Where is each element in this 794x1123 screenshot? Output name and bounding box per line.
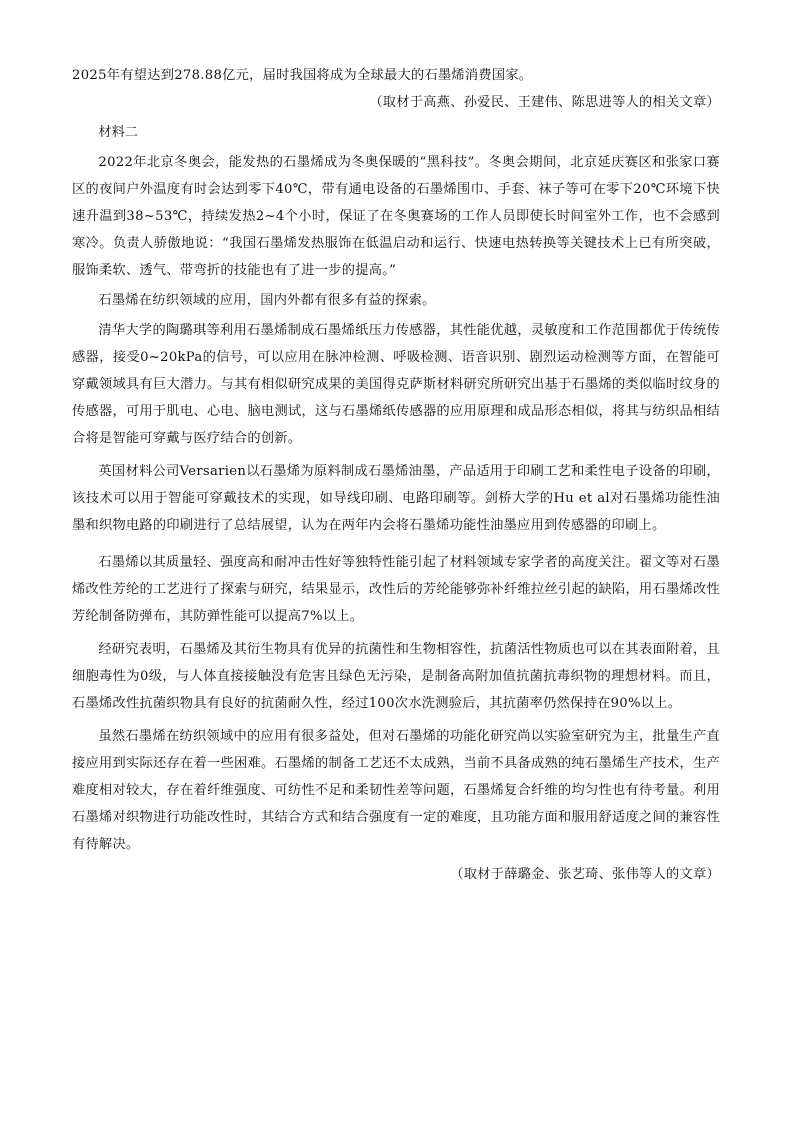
- continuation-paragraph: 2025年有望达到278.88亿元，届时我国将成为全球最大的石墨烯消费国家。: [72, 68, 533, 83]
- paragraph-winter-olympics: 2022年北京冬奥会，能发热的石墨烯成为冬奥保暖的“黑科技”。冬奥会期间，北京延庆赛区和张家口赛区的夜间户外温度有时会达到零下40℃，带有通电设备的石墨烯围巾、手套、袜子等可在零下20℃环境下快速升温到38~53℃，持续发热2~4个小时，保证了在冬奥赛场的工作人员即使长时间室外工作，也不会感到寒冷。负责人骄傲地说：“我国石墨烯发热服饰在低温启动和运行、快速电热转换等关键技术上已有所突破，服饰柔软、透气、带弯折的技能也有了进一步的提高。”: [72, 155, 720, 278]
- material-2-heading: 材料二: [98, 125, 138, 140]
- paragraph-pressure-sensor: 清华大学的陶璐琪等利用石墨烯制成石墨烯纸压力传感器，其性能优越，灵敏度和工作范围都优于传统传感器，接受0~20kPa的信号，可以应用在脉冲检测、呼吸检测、语音识别、剧烈运动检测等方面，在智能可穿戴领域具有巨大潜力。与其有相似研究成果的美国得克萨斯材料研究所研究出基于石墨烯的类似临时纹身的传感器，可用于肌电、心电、脑电测试，这与石墨烯纸传感器的应用原理和成品形态相似，将其与纺织品相结合将是智能可穿戴与医疗结合的创新。: [72, 323, 720, 446]
- paragraph-aramid: 石墨烯以其质量轻、强度高和耐冲击性好等独特性能引起了材料领域专家学者的高度关注。翟文等对石墨烯改性芳纶的工艺进行了探索与研究，结果显示，改性后的芳纶能够弥补纤维拉丝引起的缺陷，用石墨烯改性芳纶制备防弹布，其防弹性能可以提高7%以上。: [72, 555, 720, 624]
- source-citation-1: （取材于高燕、孙爱民、王建伟、陈思进等人的相关文章）: [369, 95, 720, 110]
- paragraph-antibacterial: 经研究表明，石墨烯及其衍生物具有优异的抗菌性和生物相容性，抗菌活性物质也可以在其表面附着，且细胞毒性为0级，与人体直接接触没有危害且绿色无污染，是制备高附加值抗菌抗毒织物的理想材料。而且，石墨烯改性抗菌织物具有良好的抗菌耐久性，经过100次水洗测验后，其抗菌率仍然保持在90%以上。: [72, 642, 720, 711]
- document-page: [72, 62, 720, 888]
- paragraph-challenges: 虽然石墨烯在纺织领域中的应用有很多益处，但对石墨烯的功能化研究尚以实验室研究为主，批量生产直接应用到实际还存在着一些困难。石墨烯的制备工艺还不太成熟，当前不具备成熟的纯石墨烯生产技术，生产难度相对较大，存在着纤维强度、可纺性不足和柔韧性差等问题，石墨烯复合纤维的均匀性也有待考量。利用石墨烯对织物进行功能改性时，其结合方式和结合强度有一定的难度，且功能方面和服用舒适度之间的兼容性有待解决。: [72, 729, 720, 852]
- paragraph-textile-intro: 石墨烯在纺织领域的应用，国内外都有很多有益的探索。: [98, 293, 436, 308]
- source-citation-2: （取材于薛璐金、张艺琦、张伟等人的文章）: [450, 867, 720, 882]
- paragraph-graphene-ink: 英国材料公司Versarien以石墨烯为原料制成石墨烯油墨，产品适用于印刷工艺和柔性电子设备的印刷，该技术可以用于智能可穿戴技术的实现，如导线印刷、电路印刷等。剑桥大学的Hu et al对石墨烯功能性油墨和织物电路的印刷进行了总结展望，认为在两年内会将石墨烯功能性油墨应用到传感器的印刷上。: [72, 464, 720, 533]
